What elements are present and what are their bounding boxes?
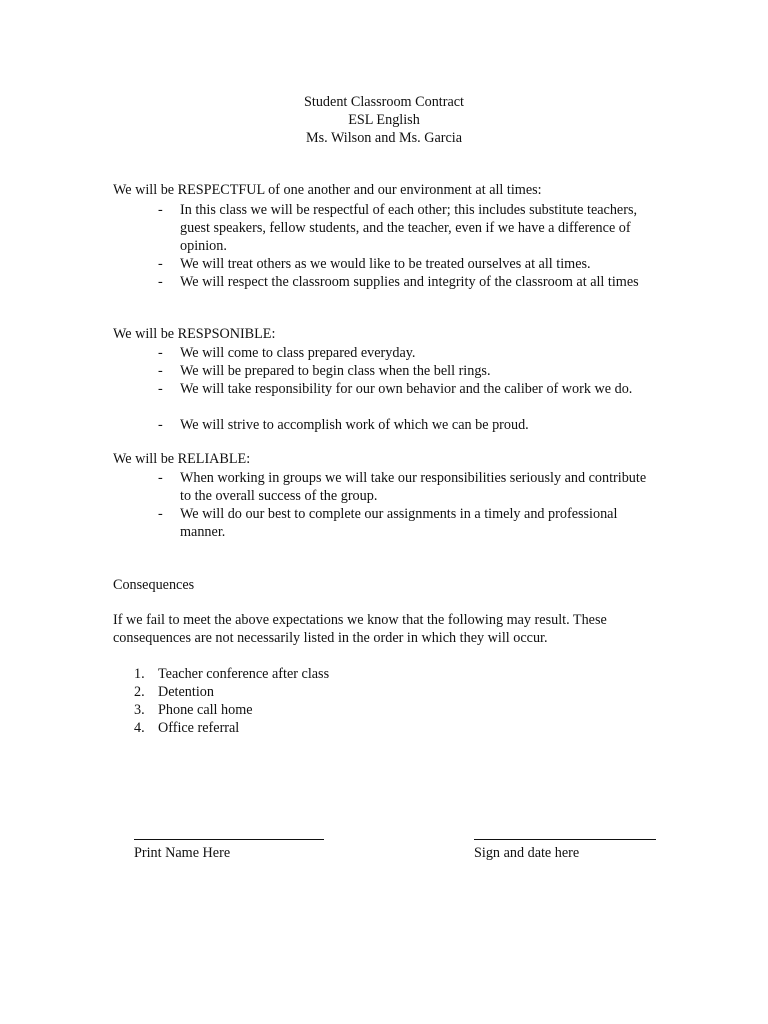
list-item: Phone call home (158, 702, 253, 718)
bullet-item: We will take responsibility for our own behavior and the caliber of work we do. (180, 381, 633, 397)
print-name-label: Print Name Here (134, 845, 231, 861)
bullet-dash: - (158, 363, 163, 379)
list-number: 3. (134, 702, 145, 718)
signature-label: Sign and date here (474, 845, 580, 861)
bullet-dash: - (158, 345, 163, 361)
list-number: 4. (134, 720, 145, 736)
bullet-dash: - (158, 470, 163, 486)
bullet-item: We will treat others as we would like to be treated ourselves at all times. (180, 256, 591, 272)
bullet-dash: - (158, 256, 163, 272)
bullet-item: When working in groups we will take our responsibilities seriously and contribute to the overall success of the group. (180, 470, 647, 504)
course-name: ESL English (348, 112, 420, 128)
list-number: 2. (134, 684, 145, 700)
section-heading-respectful: We will be RESPECTFUL of one another and our environment at all times: (113, 182, 542, 198)
list-number: 1. (134, 666, 145, 682)
consequences-intro-line: consequences are not necessarily listed in the order in which they will occur. (113, 630, 548, 646)
bullet-item: In this class we will be respectful of each other; this includes substitute teachers, guest speakers, fellow students, and the teacher, even if we have a difference of opinion. (180, 202, 638, 254)
bullet-dash: - (158, 274, 163, 290)
bullet-item: We will do our best to complete our assignments in a timely and professional manner. (180, 506, 618, 540)
signature-line[interactable] (474, 839, 656, 840)
list-item: Teacher conference after class (158, 666, 330, 682)
bullet-item: We will strive to accomplish work of which we can be proud. (180, 417, 529, 433)
document-title: Student Classroom Contract (304, 94, 464, 110)
teacher-names: Ms. Wilson and Ms. Garcia (306, 130, 462, 146)
consequences-heading: Consequences (113, 577, 195, 593)
consequences-intro-line: If we fail to meet the above expectations we know that the following may result. These (113, 612, 607, 628)
bullet-item: We will be prepared to begin class when the bell rings. (180, 363, 491, 379)
list-item: Detention (158, 684, 214, 700)
section-heading-responsible: We will be RESPSONIBLE: (113, 326, 276, 342)
bullet-dash: - (158, 417, 163, 433)
section-heading-reliable: We will be RELIABLE: (113, 451, 251, 467)
bullet-dash: - (158, 381, 163, 397)
bullet-dash: - (158, 202, 163, 218)
bullet-dash: - (158, 506, 163, 522)
bullet-item: We will come to class prepared everyday. (180, 345, 416, 361)
print-name-line[interactable] (134, 839, 324, 840)
list-item: Office referral (158, 720, 240, 736)
bullet-item: We will respect the classroom supplies and integrity of the classroom at all times (180, 274, 639, 290)
